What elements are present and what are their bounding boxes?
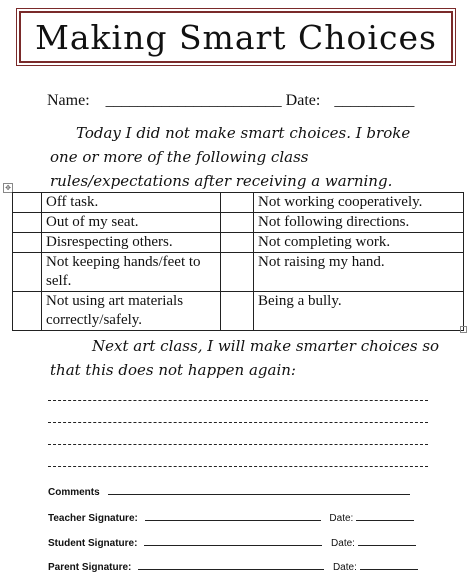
- parent-signature-row: Parent Signature: Date:: [48, 561, 418, 573]
- rule-checkbox-right[interactable]: [221, 213, 254, 233]
- response-line-2[interactable]: [48, 422, 428, 423]
- intro-text: Today I did not make smart choices. I broke one or more of the following class rules/expectations after receiving a warning.: [50, 124, 411, 190]
- intro-paragraph: [50, 121, 440, 193]
- rule-checkbox-left[interactable]: [13, 193, 42, 213]
- rule-text-right: Not working cooperatively.: [254, 193, 464, 213]
- teacher-signature-field[interactable]: [145, 512, 321, 521]
- student-signature-field[interactable]: [144, 537, 322, 546]
- response-line-3[interactable]: [48, 444, 428, 445]
- rules-table: [12, 192, 464, 331]
- rule-checkbox-right[interactable]: [221, 253, 254, 292]
- student-date-label: Date: [331, 538, 353, 549]
- table-row: [13, 292, 464, 331]
- outro-text: Next art class, I will make smarter choices so that this does not happen again:: [50, 337, 440, 379]
- teacher-signature-row: Teacher Signature: Date:: [48, 512, 414, 524]
- teacher-signature-label: Teacher Signature: [48, 513, 135, 524]
- comments-field[interactable]: [108, 486, 410, 495]
- rule-text-right: Being a bully.: [254, 292, 464, 331]
- response-line-1[interactable]: [48, 400, 428, 401]
- table-resize-handle-icon[interactable]: [460, 326, 467, 333]
- name-label: Name:: [47, 92, 90, 109]
- name-blank[interactable]: ______________________: [105, 92, 282, 109]
- table-row: [13, 253, 464, 292]
- rule-checkbox-left[interactable]: [13, 292, 42, 331]
- student-date-field[interactable]: [358, 537, 416, 546]
- table-row: [13, 233, 464, 253]
- teacher-date-field[interactable]: [356, 512, 414, 521]
- student-signature-label: Student Signature: [48, 538, 135, 549]
- name-date-line: [47, 92, 414, 110]
- outro-paragraph: [50, 334, 440, 382]
- parent-signature-label: Parent Signature: [48, 562, 129, 573]
- student-signature-row: Student Signature: Date:: [48, 537, 416, 549]
- table-row: [13, 213, 464, 233]
- parent-date-label: Date: [332, 562, 355, 573]
- title-box: [19, 11, 453, 63]
- rule-text-right: Not following directions.: [254, 213, 464, 233]
- rule-text-left: Not using art materials correctly/safely.: [42, 292, 221, 331]
- rule-text-left: Off task.: [42, 193, 221, 213]
- rule-text-right: Not raising my hand.: [254, 253, 464, 292]
- rule-text-left: Out of my seat.: [42, 213, 221, 233]
- table-move-handle-icon[interactable]: ✥: [3, 183, 13, 193]
- teacher-date-label: Date: [329, 513, 351, 524]
- page-title: Making Smart Choices: [35, 17, 437, 57]
- rule-checkbox-left[interactable]: [13, 233, 42, 253]
- rule-text-right: Not completing work.: [254, 233, 464, 253]
- rule-text-left: Disrespecting others.: [42, 233, 221, 253]
- parent-signature-field[interactable]: [138, 561, 324, 570]
- rule-checkbox-right[interactable]: [221, 292, 254, 331]
- date-blank[interactable]: __________: [334, 92, 415, 109]
- comments-row: [48, 486, 410, 498]
- rule-text-left: Not keeping hands/feet to self.: [42, 253, 221, 292]
- parent-date-field[interactable]: [360, 561, 418, 570]
- rule-checkbox-left[interactable]: [13, 213, 42, 233]
- rule-checkbox-right[interactable]: [221, 233, 254, 253]
- date-label: Date:: [285, 92, 321, 109]
- response-line-4[interactable]: [48, 466, 428, 467]
- rule-checkbox-left[interactable]: [13, 253, 42, 292]
- table-row: [13, 193, 464, 213]
- comments-label: Comments: [48, 487, 100, 498]
- rule-checkbox-right[interactable]: [221, 193, 254, 213]
